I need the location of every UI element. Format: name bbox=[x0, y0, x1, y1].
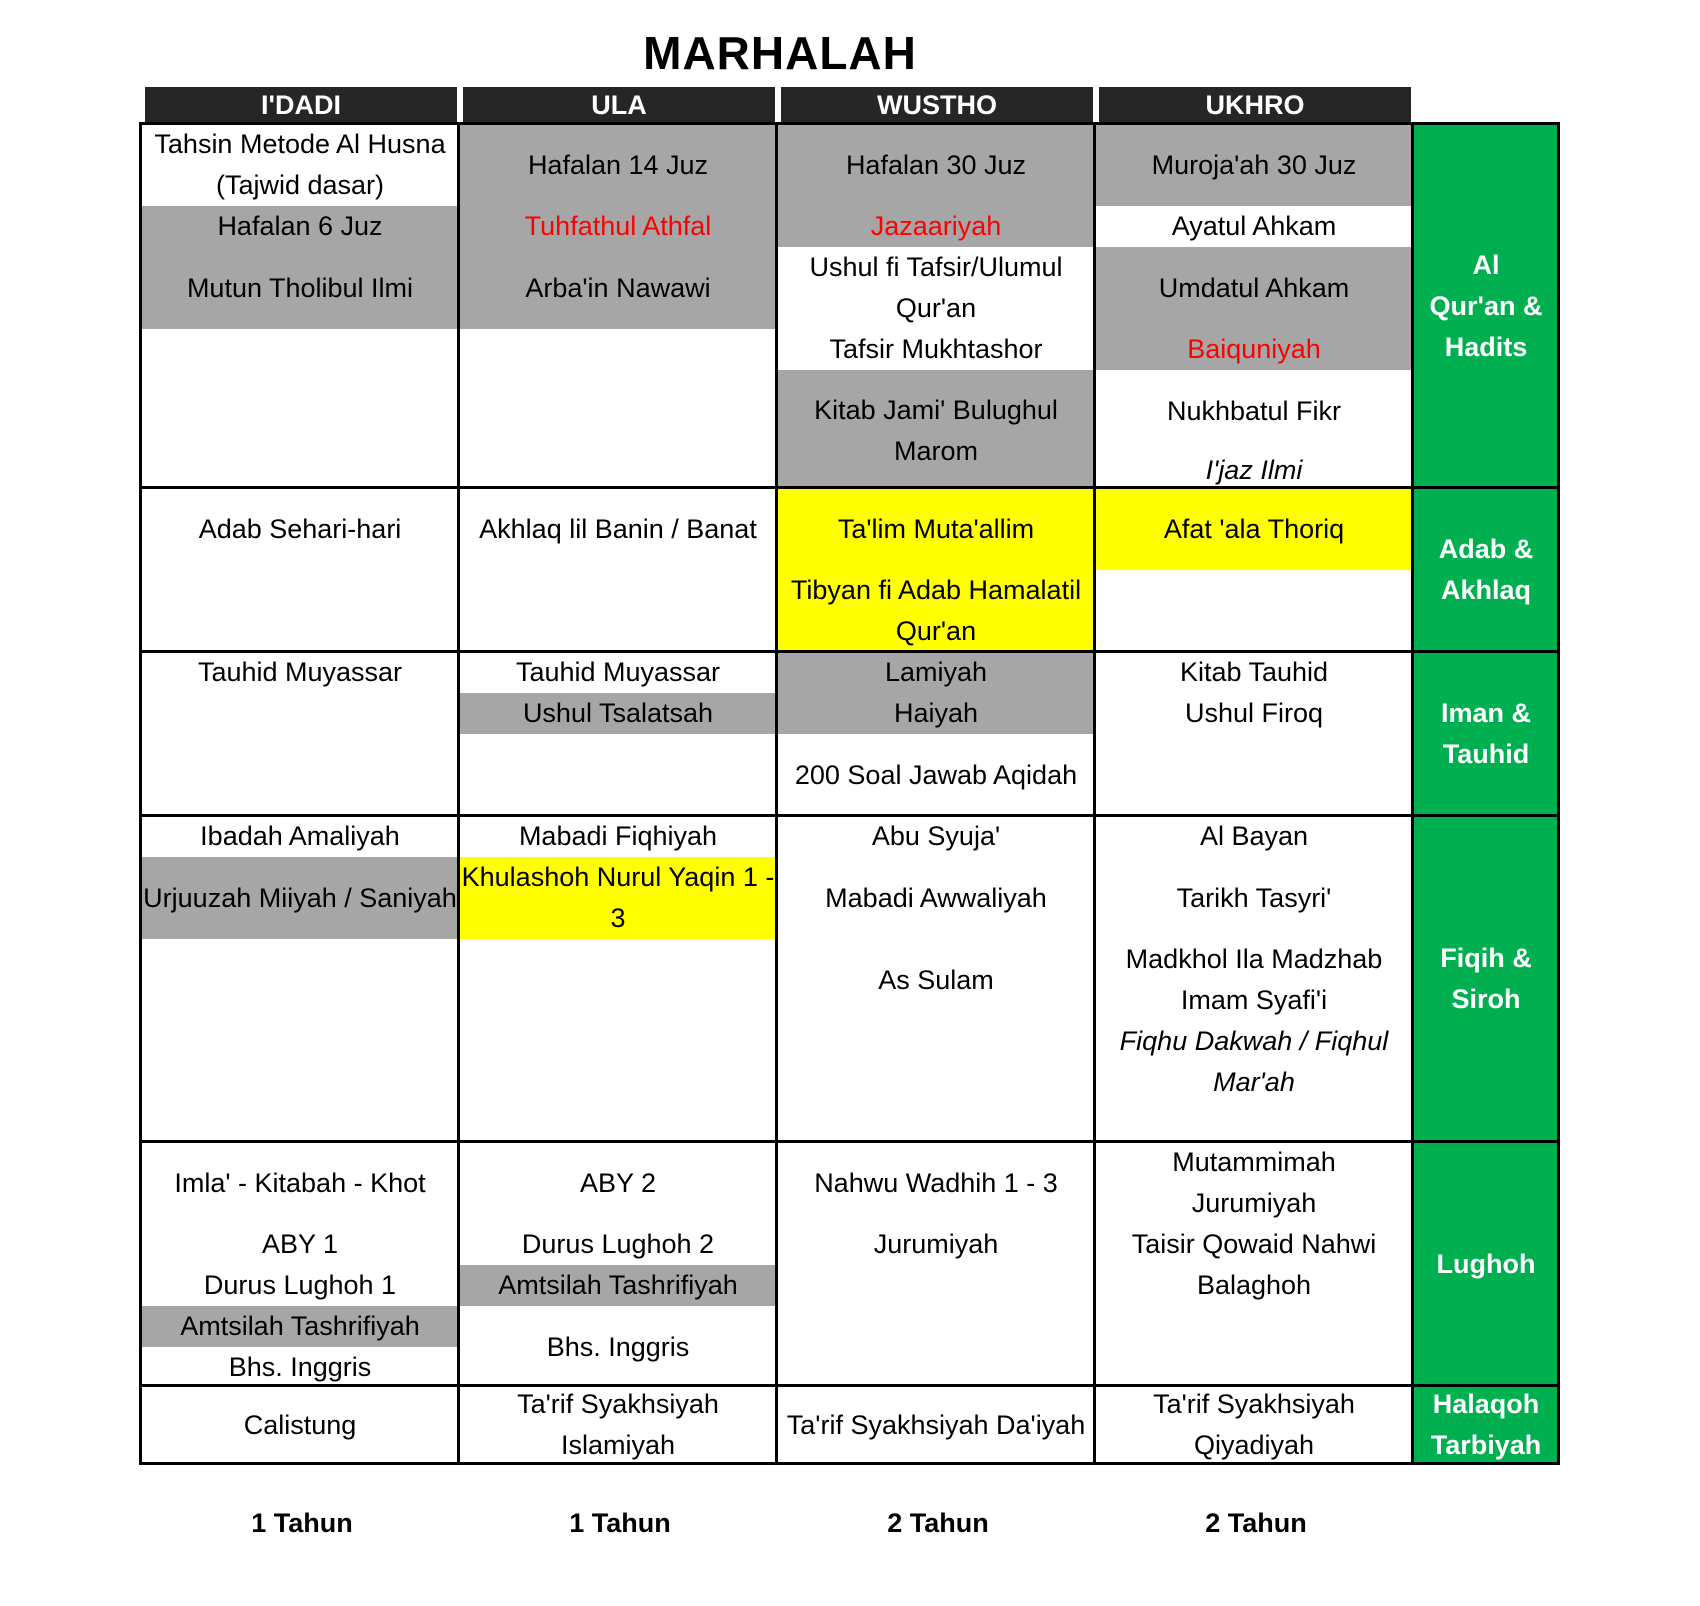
course-item: Jazaariyah bbox=[777, 206, 1095, 247]
cell-adab-ula bbox=[459, 488, 777, 652]
course-item: Haiyah bbox=[777, 693, 1095, 734]
cell-iman-ukhro bbox=[1095, 652, 1413, 816]
cell-halaqoh-ula bbox=[459, 1386, 777, 1464]
course-item: Tibyan fi Adab Hamalatil Qur'an bbox=[777, 570, 1095, 652]
course-item: Durus Lughoh 1 bbox=[203, 1270, 397, 1300]
cell-lughoh-ula bbox=[459, 1142, 777, 1386]
duration-ula: 1 Tahun bbox=[569, 1508, 671, 1538]
cell-fiqih-ula bbox=[459, 816, 777, 1142]
course-item: Ta'rif Syakhsiyah Da'iyah bbox=[786, 1409, 1086, 1440]
course-item: Abu Syuja' bbox=[871, 821, 1001, 851]
category-fiqih bbox=[1413, 816, 1559, 1142]
cell-quran-ula bbox=[459, 124, 777, 488]
course-item: Ta'lim Muta'allim bbox=[777, 488, 1095, 570]
category-quran bbox=[1413, 124, 1559, 488]
course-item: Tauhid Muyassar bbox=[515, 657, 721, 687]
course-item: Hafalan 30 Juz bbox=[777, 124, 1095, 206]
course-item: Mabadi Awwaliyah bbox=[825, 882, 1047, 913]
course-item: Amtsilah Tashrifiyah bbox=[141, 1306, 459, 1347]
course-item: Amtsilah Tashrifiyah bbox=[459, 1265, 777, 1306]
course-item: Madkhol Ila Madzhab Imam Syafi'i bbox=[1125, 944, 1383, 1015]
course-item: Umdatul Ahkam bbox=[1095, 247, 1413, 329]
course-item: Fiqhu Dakwah / Fiqhul Mar'ah bbox=[1119, 1026, 1389, 1097]
cell-lughoh-wustho bbox=[777, 1142, 1095, 1386]
course-item: Mabadi Fiqhiyah bbox=[518, 821, 718, 851]
course-item: Muroja'ah 30 Juz bbox=[1095, 124, 1413, 206]
course-item: Nukhbatul Fikr bbox=[1166, 395, 1342, 426]
column-divider bbox=[775, 122, 778, 1465]
category-iman bbox=[1413, 652, 1559, 816]
course-item: Ushul Tsalatsah bbox=[459, 693, 777, 734]
course-item: Ta'rif Syakhsiyah Qiyadiyah bbox=[1153, 1389, 1355, 1460]
page-title: MARHALAH bbox=[643, 27, 917, 79]
course-item: Khulashoh Nurul Yaqin 1 - 3 bbox=[459, 857, 777, 939]
course-item: Al Bayan bbox=[1199, 821, 1309, 851]
course-item: Tarikh Tasyri' bbox=[1176, 882, 1332, 913]
cell-iman-ula bbox=[459, 652, 777, 816]
course-item: Bhs. Inggris bbox=[546, 1331, 690, 1362]
cell-lughoh-ukhro bbox=[1095, 1142, 1413, 1386]
course-item: Ushul Firoq bbox=[1184, 698, 1324, 728]
course-item: Urjuuzah Miiyah / Saniyah bbox=[141, 857, 459, 939]
row-divider bbox=[139, 1140, 1560, 1143]
duration-idadi: 1 Tahun bbox=[251, 1508, 353, 1538]
duration-ukhro: 2 Tahun bbox=[1205, 1508, 1307, 1538]
cell-iman-idadi bbox=[141, 652, 459, 816]
cell-quran-idadi bbox=[141, 124, 459, 488]
course-item: Ushul fi Tafsir/Ulumul Qur'an bbox=[809, 252, 1063, 323]
course-item: Durus Lughoh 2 bbox=[521, 1229, 715, 1259]
course-item: Nahwu Wadhih 1 - 3 bbox=[814, 1167, 1058, 1198]
course-item: Lamiyah bbox=[777, 652, 1095, 693]
course-item: ABY 2 bbox=[579, 1167, 657, 1198]
category-label: Fiqih & Siroh bbox=[1440, 943, 1532, 1014]
course-item: Tafsir Mukhtashor bbox=[829, 334, 1043, 364]
course-item: Tahsin Metode Al Husna (Tajwid dasar) bbox=[154, 129, 446, 200]
course-item: Afat 'ala Thoriq bbox=[1095, 488, 1413, 570]
course-item: Balaghoh bbox=[1196, 1270, 1312, 1300]
column-divider bbox=[1557, 122, 1560, 1465]
column-header-ukhro: UKHRO bbox=[1099, 87, 1411, 123]
course-item: Hafalan 14 Juz bbox=[459, 124, 777, 206]
cell-quran-ukhro bbox=[1095, 124, 1413, 488]
course-item: Adab Sehari-hari bbox=[198, 513, 402, 544]
cell-halaqoh-ukhro bbox=[1095, 1386, 1413, 1464]
column-divider bbox=[1093, 122, 1096, 1465]
category-adab bbox=[1413, 488, 1559, 652]
category-halaqoh bbox=[1413, 1386, 1559, 1464]
course-item: Mutun Tholibul Ilmi bbox=[141, 247, 459, 329]
course-item: Ta'rif Syakhsiyah Islamiyah bbox=[517, 1389, 719, 1460]
course-item: Taisir Qowaid Nahwi bbox=[1131, 1229, 1377, 1259]
cell-fiqih-wustho bbox=[777, 816, 1095, 1142]
cell-halaqoh-idadi bbox=[141, 1386, 459, 1464]
course-item: Ayatul Ahkam bbox=[1171, 211, 1337, 241]
course-item: Bhs. Inggris bbox=[228, 1352, 372, 1382]
row-divider bbox=[139, 122, 1560, 125]
column-divider bbox=[1411, 122, 1414, 1465]
course-item: Hafalan 6 Juz bbox=[141, 206, 459, 247]
row-divider bbox=[139, 814, 1560, 817]
course-item: Ibadah Amaliyah bbox=[200, 821, 400, 851]
course-item: Jurumiyah bbox=[873, 1229, 999, 1259]
column-divider bbox=[457, 122, 460, 1465]
course-item: I'jaz Ilmi bbox=[1205, 454, 1303, 485]
row-divider bbox=[139, 486, 1560, 489]
course-item: 200 Soal Jawab Aqidah bbox=[794, 759, 1078, 790]
cell-halaqoh-wustho bbox=[777, 1386, 1095, 1464]
cell-fiqih-idadi bbox=[141, 816, 459, 1142]
category-label: Adab & Akhlaq bbox=[1438, 534, 1534, 605]
cell-adab-idadi bbox=[141, 488, 459, 652]
course-item: Mutammimah bbox=[1172, 1147, 1336, 1177]
course-item: Tauhid Muyassar bbox=[197, 657, 403, 687]
category-label: Halaqoh Tarbiyah bbox=[1430, 1389, 1542, 1460]
cell-quran-wustho bbox=[777, 124, 1095, 488]
course-item: Imla' - Kitabah - Khot bbox=[174, 1167, 426, 1198]
row-divider bbox=[139, 650, 1560, 653]
cell-iman-wustho bbox=[777, 652, 1095, 816]
category-label: Iman & Tauhid bbox=[1440, 698, 1532, 769]
duration-wustho: 2 Tahun bbox=[887, 1508, 989, 1538]
course-item: Arba'in Nawawi bbox=[459, 247, 777, 329]
cell-adab-ukhro bbox=[1095, 488, 1413, 652]
curriculum-table bbox=[141, 124, 1559, 1464]
column-divider bbox=[139, 122, 142, 1465]
row-divider bbox=[139, 1384, 1560, 1387]
cell-adab-wustho bbox=[777, 488, 1095, 652]
course-item: Kitab Tauhid bbox=[1179, 657, 1329, 687]
course-item: As Sulam bbox=[878, 964, 994, 995]
category-label: Lughoh bbox=[1436, 1248, 1536, 1279]
course-item: Baiquniyah bbox=[1095, 329, 1413, 370]
course-item: Jurumiyah bbox=[1191, 1188, 1317, 1218]
course-item: Kitab Jami' Bulughul Marom bbox=[777, 370, 1095, 492]
course-item: Tuhfathul Athfal bbox=[459, 206, 777, 247]
category-lughoh bbox=[1413, 1142, 1559, 1386]
cell-lughoh-idadi bbox=[141, 1142, 459, 1386]
column-header-wustho: WUSTHO bbox=[781, 87, 1093, 123]
course-item: ABY 1 bbox=[261, 1229, 339, 1259]
column-header-idadi: I'DADI bbox=[145, 87, 457, 123]
cell-fiqih-ukhro bbox=[1095, 816, 1413, 1142]
course-item: Akhlaq lil Banin / Banat bbox=[479, 513, 757, 544]
row-divider bbox=[139, 1462, 1560, 1465]
column-header-ula: ULA bbox=[463, 87, 775, 123]
course-item: Calistung bbox=[243, 1409, 357, 1440]
category-label: Al Qur'an & Hadits bbox=[1429, 249, 1543, 362]
